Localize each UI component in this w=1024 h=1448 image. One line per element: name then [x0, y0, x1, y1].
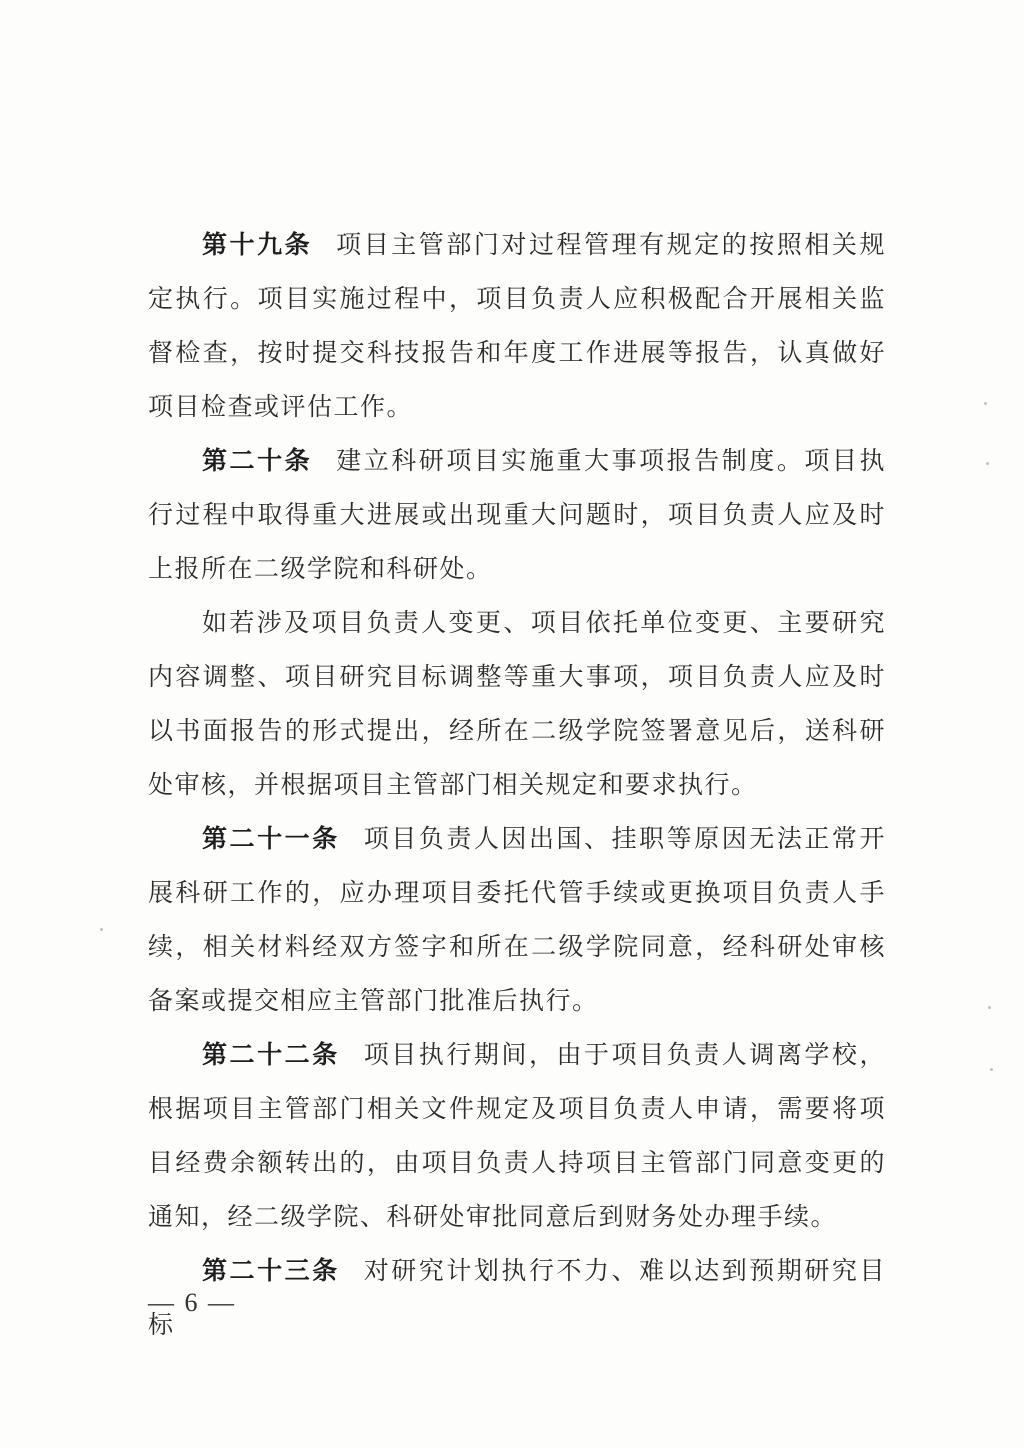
- article-heading: 第二十三条: [202, 1256, 340, 1285]
- scan-speck: [988, 1006, 991, 1009]
- scan-speck: [990, 1068, 993, 1071]
- article-text: 项目负责人因出国、挂职等原因无法正常开展科研工作的，应办理项目委托代管手续或更换项目负责人手续，相关材料经双方签字和所在二级学院同意，经科研处审核备案或提交相应主管部门批准后执行。: [148, 824, 886, 1015]
- article-heading: 第十九条: [202, 230, 313, 259]
- article-20: [148, 434, 886, 596]
- article-text: 建立科研项目实施重大事项报告制度。项目执行过程中取得重大进展或出现重大问题时，项目负责人应及时上报所在二级学院和科研处。: [148, 446, 886, 583]
- scan-speck: [984, 402, 987, 405]
- article-19: [148, 218, 886, 434]
- document-body: [148, 218, 886, 1352]
- article-text: 如若涉及项目负责人变更、项目依托单位变更、主要研究内容调整、项目研究目标调整等重大事项，项目负责人应及时以书面报告的形式提出，经所在二级学院签署意见后，送科研处审核，并根据项目主管部门相关规定和要求执行。: [148, 608, 886, 799]
- article-heading: 第二十二条: [202, 1040, 340, 1069]
- article-22: [148, 1028, 886, 1244]
- article-heading: 第二十一条: [202, 824, 340, 853]
- article-heading: 第二十条: [202, 446, 313, 475]
- scan-speck: [100, 928, 103, 931]
- article-23: [148, 1244, 886, 1352]
- article-text: 对研究计划执行不力、难以达到预期研究目标: [148, 1256, 886, 1339]
- page-number: — 6 —: [148, 1288, 236, 1317]
- article-20-paragraph-2: [148, 596, 886, 812]
- article-text: 项目主管部门对过程管理有规定的按照相关规定执行。项目实施过程中，项目负责人应积极配合开展相关监督检查，按时提交科技报告和年度工作进展等报告，认真做好项目检查或评估工作。: [148, 230, 886, 421]
- article-text: 项目执行期间，由于项目负责人调离学校，根据项目主管部门相关文件规定及项目负责人申请，需要将项目经费余额转出的，由项目负责人持项目主管部门同意变更的通知，经二级学院、科研处审批同意后到财务处办理手续。: [148, 1040, 886, 1231]
- article-21: [148, 812, 886, 1028]
- scan-speck: [986, 462, 989, 465]
